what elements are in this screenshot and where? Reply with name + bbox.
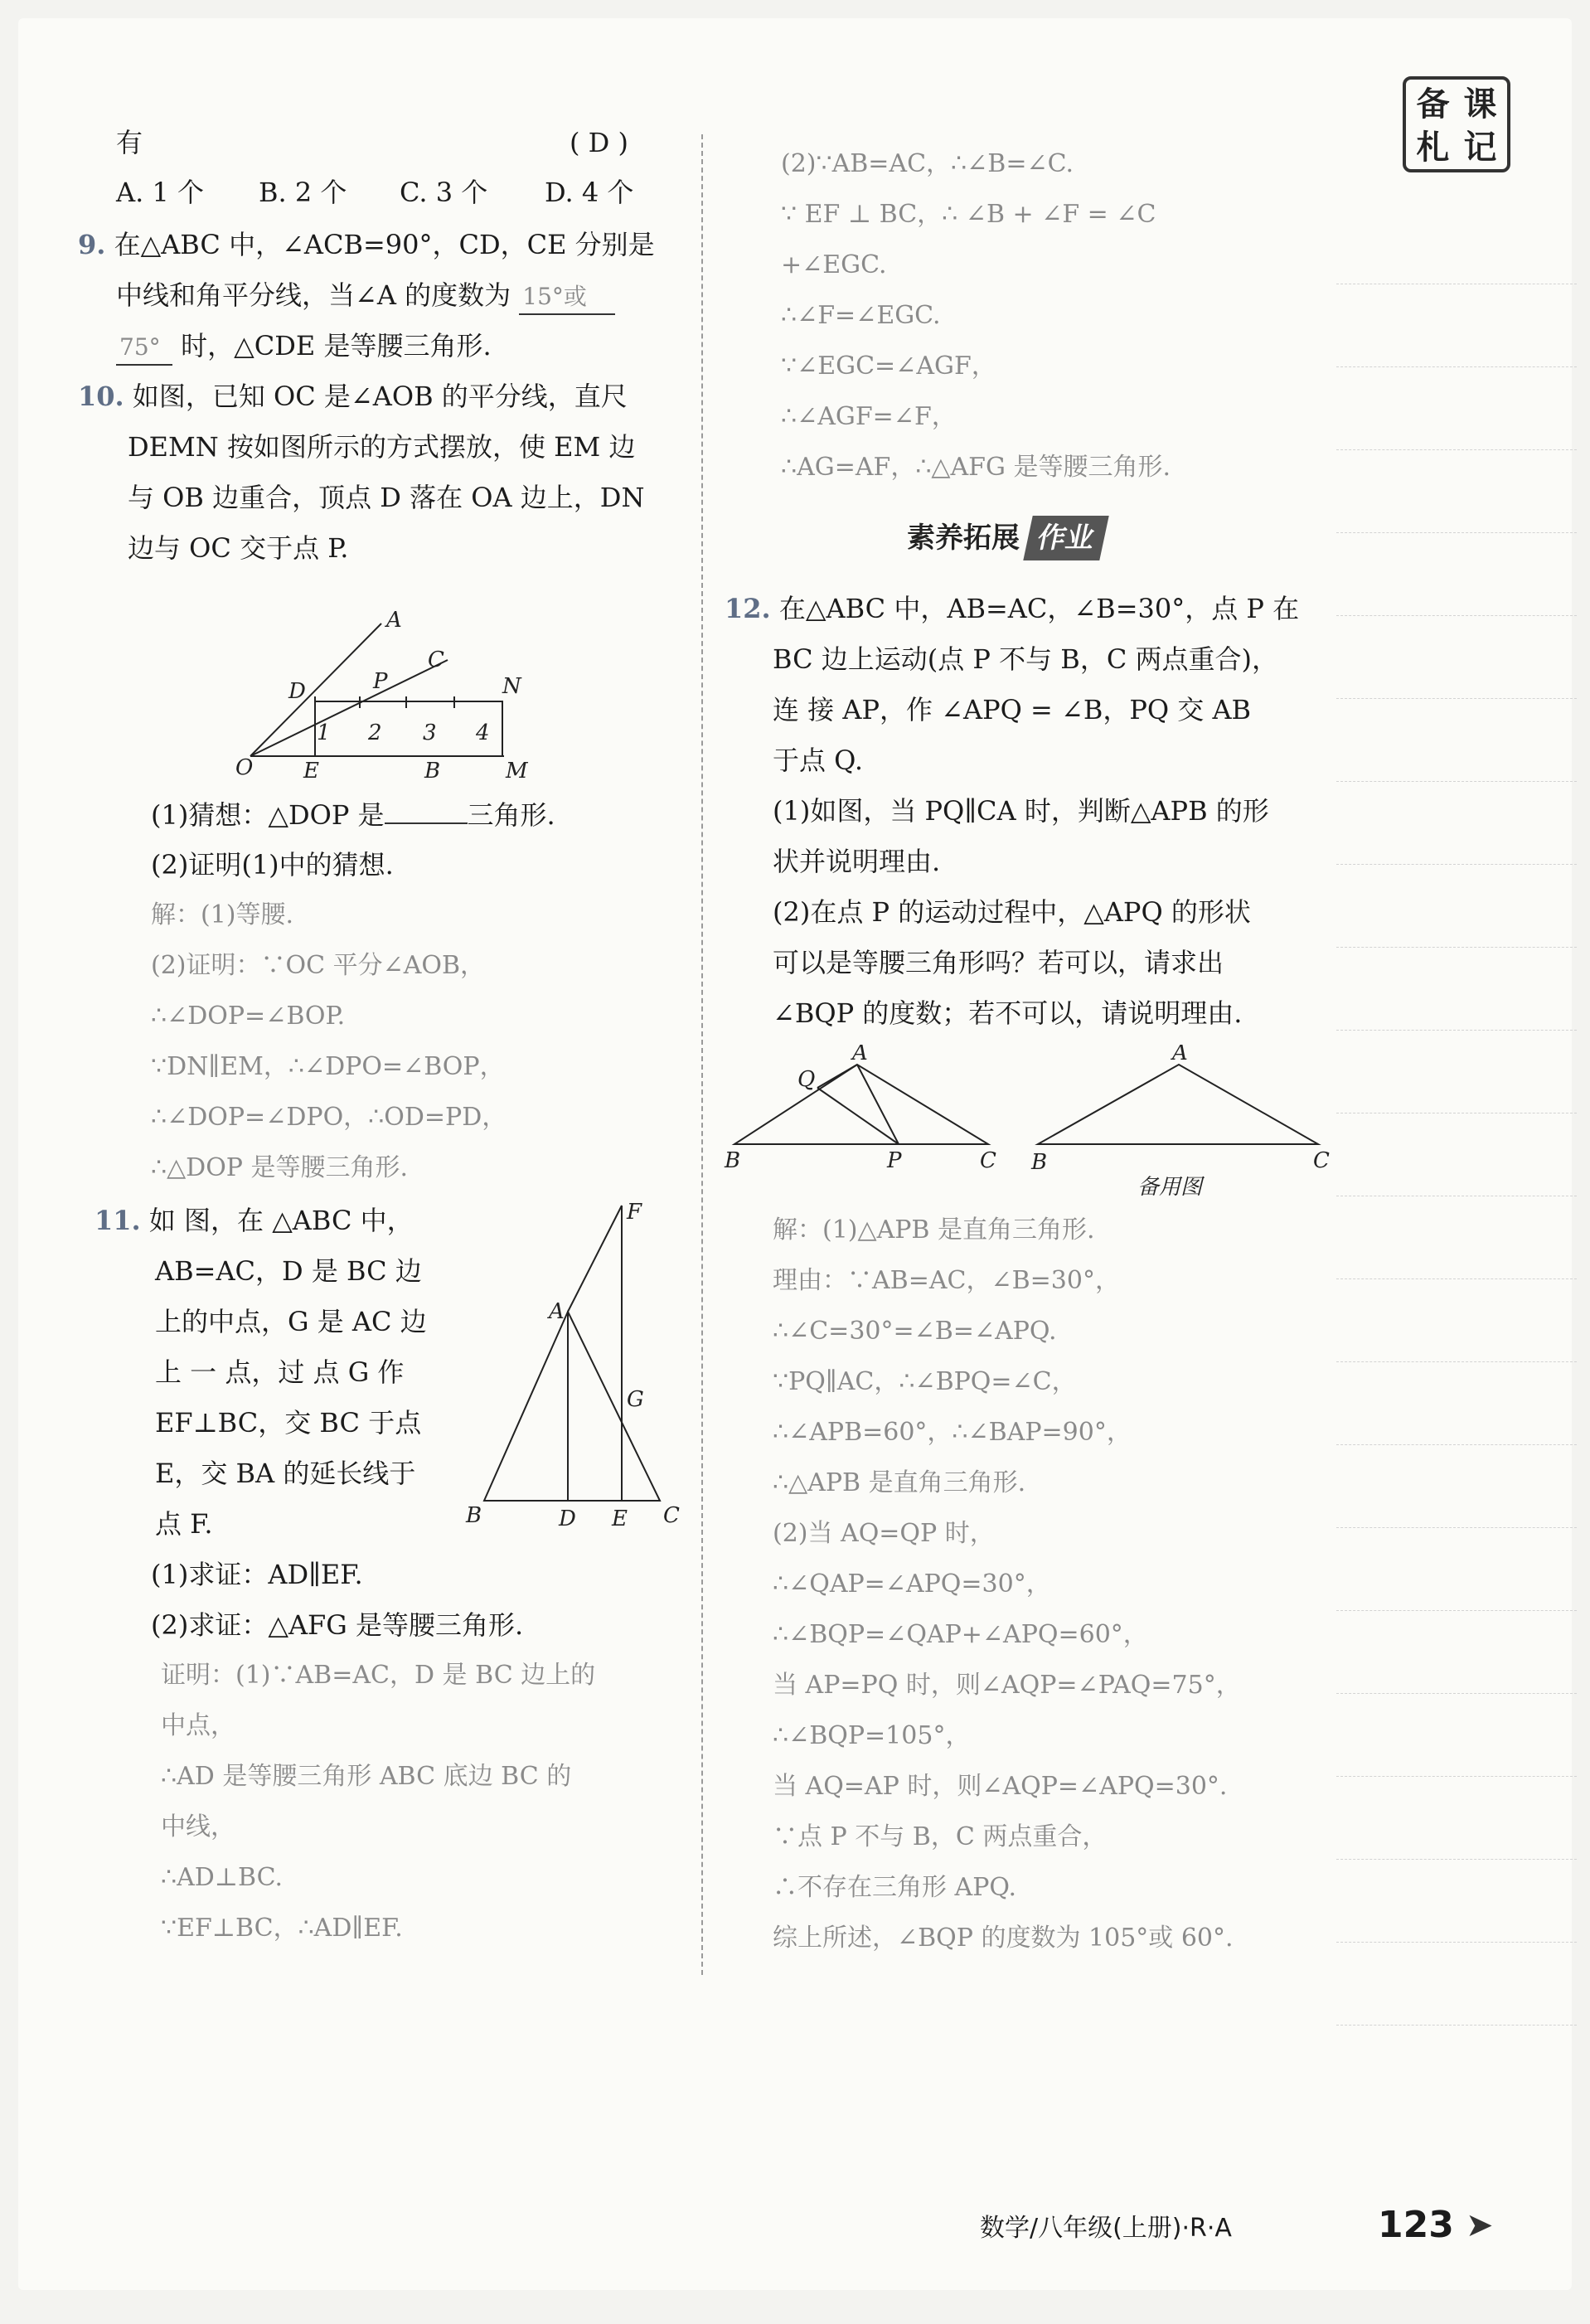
q8-tail: 有	[116, 127, 143, 158]
q10-text: 如图，已知 OC 是∠AOB 的平分线，直尺	[132, 381, 628, 412]
q12-solution-line: 解：(1)△APB 是直角三角形.	[773, 1215, 1095, 1244]
note-rule	[1336, 1610, 1577, 1611]
note-rule	[1336, 1361, 1577, 1362]
fig-label-b: B	[466, 1503, 482, 1528]
page-sheet	[18, 18, 1572, 2290]
segment-qp	[817, 1088, 899, 1144]
q11-line: 上 一 点，过 点 G 作	[155, 1356, 405, 1388]
q10-line4: 边与 OC 交于点 P.	[128, 532, 349, 564]
q10-part1	[151, 798, 555, 832]
q9-line3	[116, 329, 492, 366]
ruler-num: 4	[476, 720, 490, 745]
q12-solution-line: 当 AQ=AP 时，则∠AQP=∠APQ=30°.	[773, 1772, 1228, 1801]
q12-spare-figure	[1038, 1065, 1318, 1144]
note-rule	[1336, 1859, 1577, 1860]
ruler-demn	[315, 701, 502, 756]
section-banner	[899, 516, 1104, 560]
q12-solution-line: ∴∠APB=60°，∴∠BAP=90°，	[773, 1418, 1132, 1447]
q12-solution-line: ∴∠QAP=∠APQ=30°，	[773, 1570, 1051, 1599]
q10-solution-line: ∴△DOP 是等腰三角形.	[151, 1153, 409, 1182]
lesson-notes-stamp	[1403, 76, 1510, 172]
q11-text: 如 图，在 △ABC 中，	[148, 1205, 414, 1236]
ruler-num: 1	[317, 720, 331, 745]
fig-label-b-spare: B	[1031, 1150, 1048, 1175]
q11-solution-line: ∴AD 是等腰三角形 ABC 底边 BC 的	[161, 1762, 572, 1791]
column-divider	[701, 134, 703, 1975]
q12-text: 在△ABC 中，AB=AC，∠B=30°，点 P 在	[778, 593, 1300, 624]
note-rule	[1336, 532, 1577, 533]
q9-answer-blank: 15°或	[519, 280, 615, 315]
fig-label-p: P	[887, 1148, 902, 1173]
segment-af	[568, 1206, 622, 1312]
q12-line: (2)在点 P 的运动过程中，△APQ 的形状	[773, 896, 1251, 928]
ruler-num: 3	[423, 720, 437, 745]
q12-solution-line: ∴∠BQP=105°，	[773, 1721, 971, 1750]
fig-label-b: B	[725, 1148, 741, 1173]
fig-label-o: O	[235, 755, 254, 780]
q11-solution-line: 中点，	[161, 1711, 235, 1740]
q10-line1	[78, 380, 628, 413]
q12-solution-line: 综上所述，∠BQP 的度数为 105°或 60°.	[773, 1924, 1234, 1953]
q12-number: 12.	[725, 593, 771, 624]
q10-line3: 与 OB 边重合，顶点 D 落在 OA 边上，DN	[128, 482, 645, 513]
q11-solution-line: ∵ EF ⊥ BC，∴ ∠B + ∠F = ∠C	[781, 200, 1156, 229]
note-rule	[1336, 698, 1577, 699]
q10-solution-line: ∴∠DOP=∠BOP.	[151, 1002, 346, 1031]
fig-label-c-spare: C	[1313, 1148, 1330, 1173]
q11-solution-line: 中线，	[161, 1812, 235, 1841]
fig-label-b: B	[424, 759, 441, 784]
ruler-num: 2	[368, 720, 382, 745]
segment-qa	[817, 1065, 857, 1088]
q12-line: 可以是等腰三角形吗？若可以，请求出	[773, 947, 1224, 978]
q11-line: E，交 BA 的延长线于	[155, 1458, 416, 1489]
fig-label-c: C	[428, 648, 444, 672]
fig-label-n: N	[502, 674, 521, 699]
q8-answer: ( D )	[570, 127, 628, 158]
q12-solution-line: ∴△APB 是直角三角形.	[773, 1468, 1026, 1497]
q11-part2: (2)求证：△AFG 是等腰三角形.	[151, 1609, 524, 1641]
q11-solution-line: ∴AG=AF，∴△AFG 是等腰三角形.	[781, 453, 1171, 482]
note-rule	[1336, 781, 1577, 782]
q9-number: 9.	[78, 229, 106, 260]
q12-solution-line: 理由：∵AB=AC，∠B=30°，	[773, 1266, 1120, 1295]
note-rule	[1336, 1444, 1577, 1445]
note-rule	[1336, 864, 1577, 865]
fig-label-a: A	[549, 1299, 565, 1324]
q10-solution-line: (2)证明：∵OC 平分∠AOB，	[151, 951, 486, 980]
fig-label-p: P	[373, 669, 388, 694]
note-rule	[1336, 366, 1577, 367]
q12-line: BC 边上运动(点 P 不与 B，C 两点重合)，	[773, 643, 1278, 675]
stamp-char: 记	[1463, 129, 1497, 167]
note-rule	[1336, 1278, 1577, 1279]
fig-label-a: A	[386, 608, 402, 633]
triangle-abc	[734, 1065, 988, 1144]
q10-part2: (2)证明(1)中的猜想.	[151, 849, 394, 881]
fig-label-d: D	[288, 679, 306, 704]
stamp-char: 札	[1416, 129, 1450, 167]
q9-text: 中线和角平分线，当∠A 的度数为	[116, 279, 511, 311]
q11-solution-line: ∴AD⊥BC.	[161, 1863, 284, 1892]
fig-label-g: G	[627, 1387, 644, 1412]
fig-label-f: F	[627, 1200, 642, 1225]
q12-line: 状并说明理由.	[773, 846, 941, 877]
note-rule	[1336, 1693, 1577, 1694]
q10-number: 10.	[78, 381, 124, 412]
q11-part1: (1)求证：AD∥EF.	[151, 1559, 363, 1590]
note-rule	[1336, 1942, 1577, 1943]
note-rule	[1336, 947, 1577, 948]
note-rule	[1336, 1776, 1577, 1777]
q11-line: EF⊥BC，交 BC 于点	[155, 1407, 422, 1439]
fig-label-c: C	[980, 1148, 996, 1173]
q12-line: ∠BQP 的度数；若不可以，请说明理由.	[773, 997, 1243, 1029]
note-rule	[1336, 615, 1577, 616]
fig-label-q: Q	[797, 1067, 816, 1092]
fig-label-m: M	[506, 759, 528, 784]
q12-line1	[725, 592, 1299, 625]
q11-line: 点 F.	[155, 1508, 213, 1540]
q12-solution-line: (2)当 AQ=QP 时，	[773, 1519, 995, 1548]
note-rule	[1336, 2025, 1577, 2026]
fig-label-e: E	[612, 1506, 628, 1531]
q11-line1	[95, 1204, 414, 1237]
q12-solution-line: 当 AP=PQ 时，则∠AQP=∠PAQ=75°，	[773, 1671, 1241, 1700]
q12-solution-line: ∴∠C=30°=∠B=∠APQ.	[773, 1317, 1057, 1346]
q11-figure	[449, 1194, 698, 1542]
q9-text: 时，△CDE 是等腰三角形.	[181, 330, 492, 361]
fig-label-c: C	[663, 1503, 680, 1528]
q12-solution-line: ∴∠BQP=∠QAP+∠APQ=60°，	[773, 1620, 1148, 1649]
q10-part1-text: 三角形.	[467, 799, 555, 831]
q10-part1-blank[interactable]	[385, 798, 468, 824]
q8-option-c: C. 3 个	[400, 177, 488, 208]
q10-part1-text: (1)猜想：△DOP 是	[151, 799, 385, 831]
spare-figure-caption: 备用图	[1137, 1175, 1203, 1200]
fig-label-e: E	[303, 759, 319, 784]
q10-solution-line: 解：(1)等腰.	[151, 900, 294, 929]
q12-solution-line: ∵PQ∥AC，∴∠BPQ=∠C，	[773, 1367, 1077, 1396]
note-rule	[1336, 1527, 1577, 1528]
page-number: 123	[1378, 2204, 1454, 2246]
q12-figures	[715, 1045, 1345, 1211]
q9-line1	[78, 228, 655, 261]
arrow-icon: ➤	[1466, 2206, 1494, 2244]
q11-solution-line: ∴∠F=∠EGC.	[781, 301, 941, 330]
q8-option-d: D. 4 个	[545, 177, 634, 208]
note-rule	[1336, 1030, 1577, 1031]
q10-solution-line: ∴∠DOP=∠DPO，∴OD=PD，	[151, 1103, 507, 1132]
stamp-char: 备	[1416, 85, 1450, 124]
q11-line: AB=AC，D 是 BC 边	[155, 1255, 422, 1287]
fig-label-d: D	[559, 1506, 576, 1531]
q9-text: 在△ABC 中，∠ACB=90°，CD，CE 分别是	[114, 229, 655, 260]
triangle-abc-spare	[1038, 1065, 1318, 1144]
q12-line: 于点 Q.	[773, 745, 863, 776]
banner-tag: 作业	[1023, 516, 1108, 560]
q9-answer-blank: 75°	[116, 331, 172, 366]
q10-figure	[225, 590, 557, 789]
q8-option-b: B. 2 个	[259, 177, 347, 208]
q12-solution-line: ∴不存在三角形 APQ.	[773, 1873, 1017, 1902]
q11-number: 11.	[95, 1205, 141, 1236]
q8-option-a: A. 1 个	[116, 177, 204, 208]
ray-oc	[250, 660, 448, 756]
q11-solution-line: ∴∠AGF=∠F，	[781, 402, 957, 431]
q12-solution-line: ∵点 P 不与 B，C 两点重合，	[773, 1822, 1108, 1851]
banner-title: 素养拓展	[907, 522, 1020, 555]
q12-line: (1)如图，当 PQ∥CA 时，判断△APB 的形	[773, 795, 1269, 827]
note-rule	[1336, 449, 1577, 450]
q11-solution-line: ∵EF⊥BC，∴AD∥EF.	[161, 1914, 403, 1943]
stamp-char: 课	[1463, 85, 1497, 124]
q10-solution-line: ∵DN∥EM，∴∠DPO=∠BOP，	[151, 1052, 505, 1081]
q11-solution-line: 证明：(1)∵AB=AC，D 是 BC 边上的	[161, 1661, 596, 1690]
q12-line: 连 接 AP，作 ∠APQ = ∠B，PQ 交 AB	[773, 694, 1252, 725]
q12-main-figure	[734, 1065, 988, 1144]
book-title: 数学/八年级(上册)·R·A	[980, 2214, 1232, 2243]
q11-solution-line: +∠EGC.	[781, 250, 887, 279]
q9-line2	[116, 279, 615, 315]
q11-line: 上的中点，G 是 AC 边	[155, 1306, 427, 1337]
fig-label-a: A	[852, 1045, 868, 1065]
q11-solution-line: (2)∵AB=AC，∴∠B=∠C.	[781, 149, 1074, 178]
q10-line2: DEMN 按如图所示的方式摆放，使 EM 边	[128, 431, 636, 463]
q11-solution-line: ∵∠EGC=∠AGF，	[781, 352, 996, 381]
fig-label-a-spare: A	[1172, 1045, 1188, 1065]
